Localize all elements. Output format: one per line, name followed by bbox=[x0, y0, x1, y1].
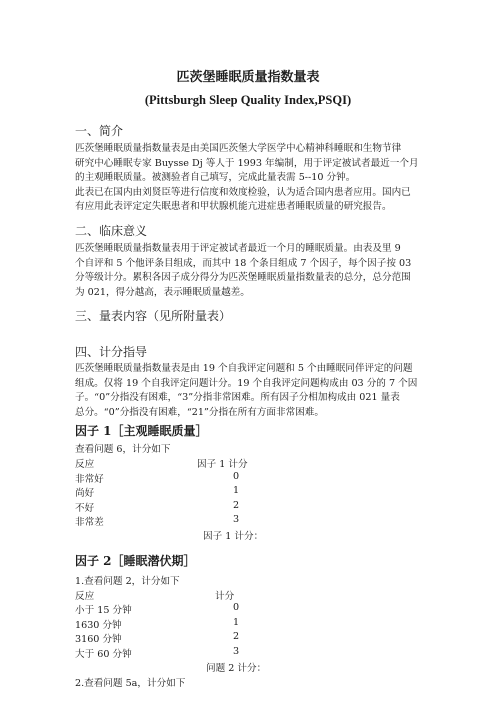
factor2-next: 2.查看问题 5a，计分如下 bbox=[75, 678, 186, 689]
section-heading-content: 三、量表内容（见所附量表） bbox=[75, 309, 232, 323]
paragraph-intro bbox=[75, 142, 423, 215]
table-row: 小于 15 分钟 0 bbox=[75, 602, 240, 616]
section-heading-scoring: 四、计分指导 bbox=[75, 345, 148, 359]
factor1-intro: 查看问题 6，计分如下 bbox=[75, 444, 171, 455]
paragraph-scoring bbox=[75, 362, 423, 420]
text-line: 此表已在国内由刘贤臣等进行信度和效度检验，认为适合国内患者应用。国内已 bbox=[75, 186, 411, 198]
text-line: 匹茨堡睡眠质量指数量表是由 19 个自我评定问题和 5 个由睡眠同伴评定的问题 bbox=[75, 363, 413, 374]
table-row: 尚好 1 bbox=[75, 485, 240, 499]
table-row: 1630 分钟 1 bbox=[75, 617, 240, 631]
col-response: 反应 bbox=[75, 459, 95, 470]
text-line: 研究中心睡眠专家 Buysse Dj 等人于 1993 年编制，用于评定被试者最近一个月 bbox=[75, 157, 419, 169]
table-row: 大于 60 分钟 3 bbox=[75, 646, 240, 660]
factor1-heading: 因子 1［主观睡眠质量］ bbox=[75, 424, 208, 438]
table-row: 非常差 3 bbox=[75, 514, 240, 528]
text-line: 匹茨堡睡眠质量指数量表是由美国匹茨堡大学医学中心精神科睡眠和生物节律 bbox=[75, 143, 402, 154]
paragraph-clinical bbox=[75, 242, 423, 300]
text-line: 分等级计分。累积各因子成分得分为匹茨堡睡眠质量指数量表的总分，总分范围 bbox=[75, 272, 411, 284]
factor2-intro: 1.查看问题 2，计分如下 bbox=[75, 576, 180, 587]
text-line: 有应用此表评定定失眠患者和甲状腺机能亢进症患者睡眠质量的研究报告。 bbox=[75, 201, 392, 213]
section-heading-clinical: 二、临床意义 bbox=[75, 224, 148, 238]
factor1-total: 因子 1 计分： bbox=[203, 531, 264, 542]
col-score: 计分 bbox=[215, 591, 235, 602]
table-row: 非常好 0 bbox=[75, 471, 240, 485]
col-score: 因子 1 计分 bbox=[197, 459, 248, 470]
table-row: 不好 2 bbox=[75, 500, 240, 514]
section-heading-intro: 一、简介 bbox=[75, 124, 124, 138]
text-line: 匹茨堡睡眠质量指数量表用于评定被试者最近一个月的睡眠质量。由表及里 9 bbox=[75, 243, 401, 254]
text-line: 总分。“0”分指没有困难，“21”分指在所有方面非常困难。 bbox=[75, 406, 324, 418]
factor2-header-row bbox=[75, 588, 435, 602]
text-line: 个自评和 5 个他评条目组成，而其中 18 个条目组成 7 个因子，每个因子按 03 bbox=[75, 257, 412, 269]
document-subtitle: (Pittsburgh Sleep Quality Index,PSQI) bbox=[144, 93, 352, 107]
table-row: 3160 分钟 2 bbox=[75, 631, 240, 645]
text-line: 子。“0”分指没有困难，“3”分指非常困难。所有因子分相加构成由 021 量表 bbox=[75, 392, 400, 404]
text-line: 组成。仅将 19 个自我评定问题计分。19 个自我评定问题构成由 03 分的 7 个因 bbox=[75, 377, 418, 389]
document-title: 匹茨堡睡眠质量指数量表 bbox=[176, 70, 320, 85]
col-response: 反应 bbox=[75, 591, 95, 602]
factor1-header-row bbox=[75, 456, 435, 470]
factor2-total: 问题 2 计分： bbox=[206, 663, 267, 674]
factor2-heading: 因子 2［睡眠潜伏期］ bbox=[75, 554, 196, 568]
text-line: 的主观睡眠质量。被测验者自己填写，完成此量表需 5--10 分钟。 bbox=[75, 172, 356, 184]
text-line: 为 021，得分越高，表示睡眠质量越差。 bbox=[75, 286, 250, 298]
